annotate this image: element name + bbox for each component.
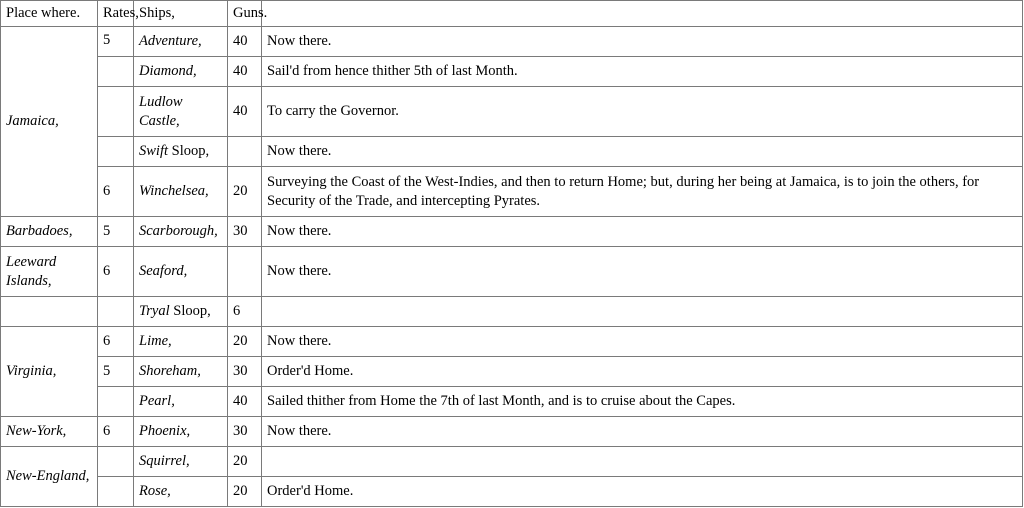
rate-cell: 6 — [98, 417, 134, 447]
ship-cell: Winchelsea, — [134, 167, 228, 217]
guns-cell — [228, 137, 262, 167]
table-row — [1, 87, 1023, 137]
place-cell: Barbadoes, — [1, 217, 98, 247]
guns-cell: 20 — [228, 327, 262, 357]
ship-cell: Seaford, — [134, 247, 228, 297]
guns-cell: 40 — [228, 57, 262, 87]
ship-cell: Lime, — [134, 327, 228, 357]
guns-cell: 30 — [228, 417, 262, 447]
rate-cell: 5 — [98, 357, 134, 387]
remark-cell: Sailed thither from Home the 7th of last Month, and is to cruise about the Capes. — [262, 387, 1023, 417]
remark-cell: Now there. — [262, 327, 1023, 357]
place-cell: New-England, — [1, 447, 98, 507]
place-cell: Virginia, — [1, 327, 98, 417]
table-row — [1, 477, 1023, 507]
rate-cell — [98, 447, 134, 477]
rate-cell: 6 — [98, 327, 134, 357]
rate-cell: 6 — [98, 247, 134, 297]
table-row — [1, 447, 1023, 477]
ship-cell: Swift Sloop, — [134, 137, 228, 167]
place-cell: Leeward Islands, — [1, 247, 98, 297]
rate-cell: 5 — [98, 27, 134, 57]
ship-cell: Rose, — [134, 477, 228, 507]
rate-cell: 6 — [98, 167, 134, 217]
ship-cell: Tryal Sloop, — [134, 297, 228, 327]
guns-cell: 20 — [228, 477, 262, 507]
remark-cell: Now there. — [262, 247, 1023, 297]
header-remarks — [262, 1, 1023, 27]
remark-cell: Now there. — [262, 217, 1023, 247]
remark-cell: Order'd Home. — [262, 477, 1023, 507]
guns-cell: 30 — [228, 217, 262, 247]
header-guns: Guns. — [228, 1, 262, 27]
header-place: Place where. — [1, 1, 98, 27]
table-row — [1, 217, 1023, 247]
header-row — [1, 1, 1023, 27]
table-row — [1, 167, 1023, 217]
remark-cell: Now there. — [262, 417, 1023, 447]
table-row — [1, 297, 1023, 327]
remark-cell: To carry the Governor. — [262, 87, 1023, 137]
ship-cell: Squirrel, — [134, 447, 228, 477]
header-ships: Ships, — [134, 1, 228, 27]
place-cell: New-York, — [1, 417, 98, 447]
guns-cell: 40 — [228, 87, 262, 137]
place-cell — [1, 297, 98, 327]
remark-cell: Surveying the Coast of the West-Indies, and then to return Home; but, during her being at Jamaica, is to join the others, for Security of the Trade, and intercepting Pyrates. — [262, 167, 1023, 217]
rate-cell — [98, 477, 134, 507]
ship-cell: Diamond, — [134, 57, 228, 87]
ship-cell: Shoreham, — [134, 357, 228, 387]
rate-cell — [98, 137, 134, 167]
table-row — [1, 387, 1023, 417]
place-cell: Jamaica, — [1, 27, 98, 217]
guns-cell: 40 — [228, 27, 262, 57]
remark-cell: Now there. — [262, 27, 1023, 57]
table-row — [1, 327, 1023, 357]
remark-cell — [262, 447, 1023, 477]
remark-cell: Sail'd from hence thither 5th of last Month. — [262, 57, 1023, 87]
ship-cell: Adventure, — [134, 27, 228, 57]
remark-cell — [262, 297, 1023, 327]
table-row — [1, 137, 1023, 167]
guns-cell: 20 — [228, 447, 262, 477]
ship-cell: Scarborough, — [134, 217, 228, 247]
rate-cell — [98, 87, 134, 137]
table-row — [1, 57, 1023, 87]
ship-cell: Phoenix, — [134, 417, 228, 447]
remark-cell: Now there. — [262, 137, 1023, 167]
table-row — [1, 247, 1023, 297]
rate-cell: 5 — [98, 217, 134, 247]
guns-cell: 30 — [228, 357, 262, 387]
guns-cell: 20 — [228, 167, 262, 217]
table-row — [1, 417, 1023, 447]
remark-cell: Order'd Home. — [262, 357, 1023, 387]
rate-cell — [98, 57, 134, 87]
table-row — [1, 27, 1023, 57]
ship-cell: Ludlow Castle, — [134, 87, 228, 137]
ship-cell: Pearl, — [134, 387, 228, 417]
header-rates: Rates, — [98, 1, 134, 27]
table-row — [1, 357, 1023, 387]
rate-cell — [98, 387, 134, 417]
guns-cell — [228, 247, 262, 297]
guns-cell: 40 — [228, 387, 262, 417]
guns-cell: 6 — [228, 297, 262, 327]
rate-cell — [98, 297, 134, 327]
